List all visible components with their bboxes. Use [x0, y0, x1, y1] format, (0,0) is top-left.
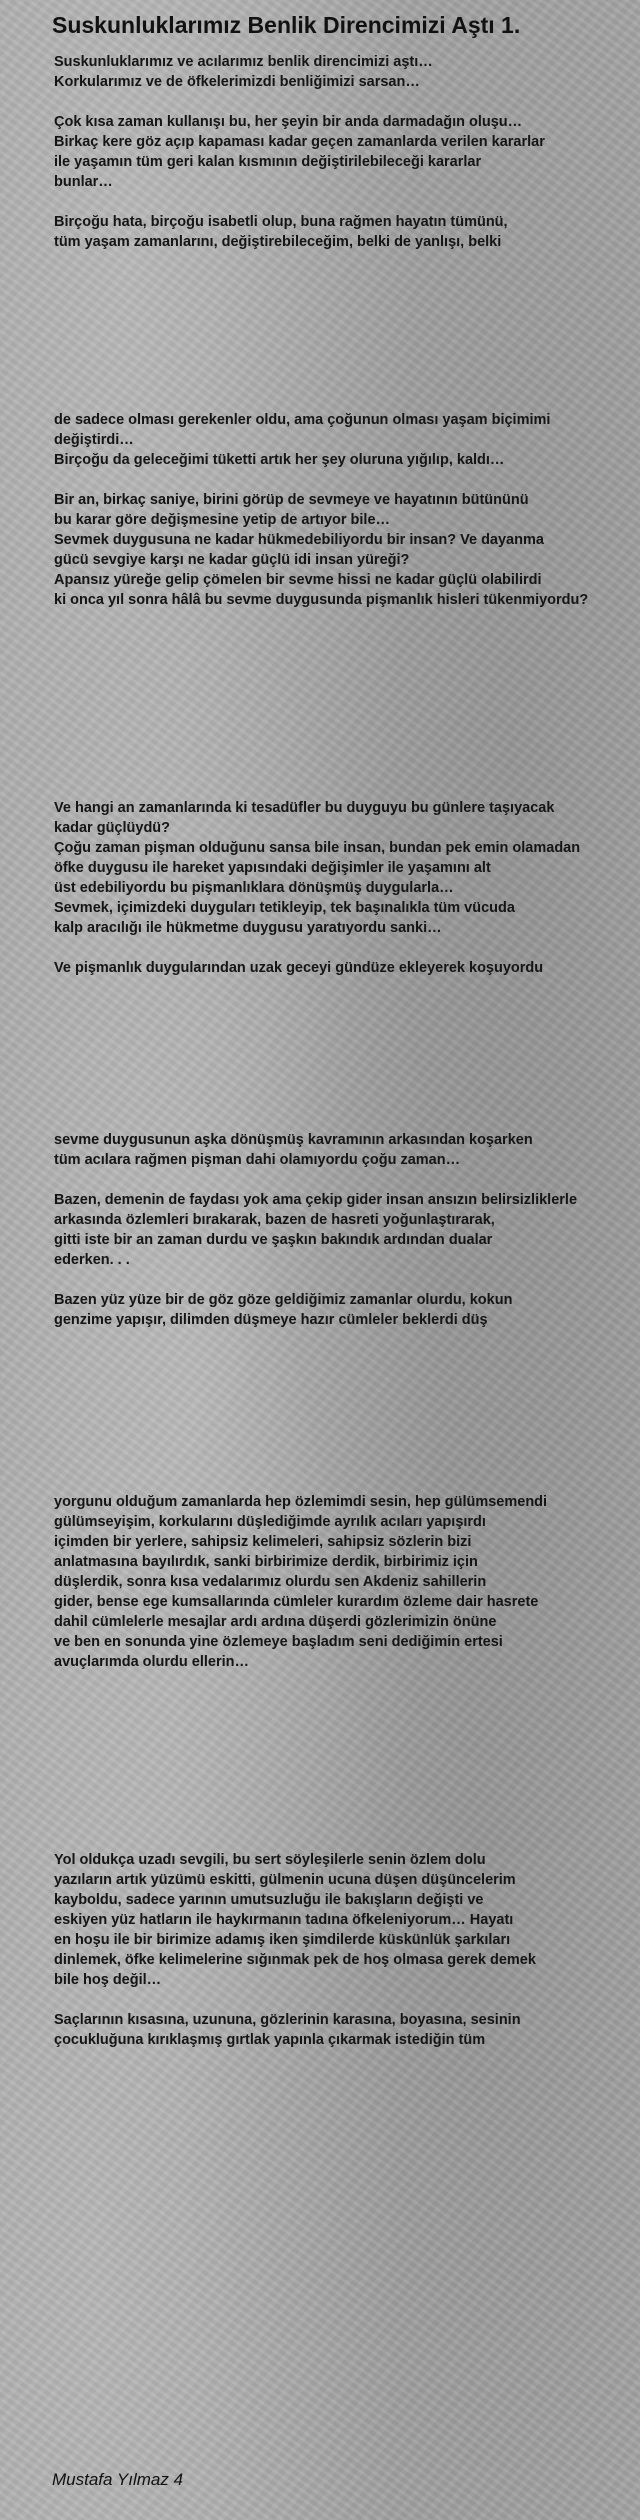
poem-line: kayboldu, sadece yarının umutsuzluğu ile bakışların değişti ve: [54, 1892, 484, 1908]
poem-line: Çoğu zaman pişman olduğunu sansa bile insan, bundan pek emin olamadan: [54, 840, 581, 856]
stanza-break: [54, 1270, 640, 1290]
poem-line: Ve pişmanlık duygularından uzak geceyi gündüze ekleyerek koşuyordu: [54, 960, 544, 976]
poem-page-3: [54, 798, 640, 978]
poem-page-2: [54, 410, 640, 610]
poem-line: Bazen, demenin de faydası yok ama çekip gider insan ansızın belirsizliklerle: [54, 1192, 578, 1208]
poem-line: eskiyen yüz hatların ile haykırmanın tadına öfkeleniyorum… Hayatı: [54, 1912, 514, 1928]
stanza-break: [54, 1990, 640, 2010]
stanza-break: [54, 938, 640, 958]
poem-line: gücü sevgiye karşı ne kadar güçlü idi insan yüreği?: [54, 552, 410, 568]
stanza-break: [54, 92, 640, 112]
poem-line: Sevmek duygusuna ne kadar hükmedebiliyordu bir insan? Ve dayanma: [54, 532, 544, 548]
poem-line: Çok kısa zaman kullanışı bu, her şeyin bir anda darmadağın oluşu…: [54, 114, 523, 130]
stanza-break: [54, 192, 640, 212]
poem-line: genzime yapışır, dilimden düşmeye hazır cümleler beklerdi düş: [54, 1312, 488, 1328]
poem-page-1: [54, 52, 640, 252]
poem-line: tüm yaşam zamanlarını, değiştirebileceğim, belki de yanlışı, belki: [54, 234, 502, 250]
poem-line: bile hoş değil…: [54, 1972, 162, 1988]
poem-line: sevme duygusunun aşka dönüşmüş kavramının arkasından koşarken: [54, 1132, 533, 1148]
poem-line: kalp aracılığı ile hükmetme duygusu yaratıyordu sanki…: [54, 920, 442, 936]
poem-line: yazıların artık yüzümü eskitti, gülmenin ucuna düşen düşüncelerim: [54, 1872, 516, 1888]
poem-line: ve ben en sonunda yine özlemeye başladım seni dediğimin ertesi: [54, 1634, 503, 1650]
poem-page-6: [54, 1850, 640, 2050]
poem-line: arkasında özlemleri bırakarak, bazen de hasreti yoğunlaştırarak,: [54, 1212, 495, 1228]
page-title: Suskunluklarımız Benlik Direncimizi Aştı 1.: [52, 12, 521, 38]
poem-line: kadar güçlüydü?: [54, 820, 171, 836]
poem-line: Apansız yüreğe gelip çömelen bir sevme hissi ne kadar güçlü olabilirdi: [54, 572, 542, 588]
poem-line: yorgunu olduğum zamanlarda hep özlemimdi sesin, hep gülümsemendi: [54, 1494, 548, 1510]
stanza-break: [54, 1170, 640, 1190]
poem-line: Birkaç kere göz açıp kapaması kadar geçen zamanlarda verilen kararlar: [54, 134, 545, 150]
poem-line: çocukluğuna kırıklaşmış gırtlak yapınla çıkarmak istediğin tüm: [54, 2032, 486, 2048]
poem-line: avuçlarımda olurdu ellerin…: [54, 1654, 249, 1670]
poem-line: Korkularımız ve de öfkelerimizdi benliğimizi sarsan…: [54, 74, 420, 90]
poem-line: içimden bir yerlere, sahipsiz kelimeleri, sahipsiz sözlerin bizi: [54, 1534, 472, 1550]
poem-line: en hoşu ile bir birimize adamış iken şimdilerde küskünlük şarkıları: [54, 1932, 511, 1948]
poem-line: dahil cümlelerle mesajlar ardı ardına düşerdi gözlerimizin önüne: [54, 1614, 497, 1630]
poem-line: Sevmek, içimizdeki duyguları tetikleyip, tek başınalıkla tüm vücuda: [54, 900, 515, 916]
poem-line: Suskunluklarımız ve acılarımız benlik direncimizi aştı…: [54, 54, 433, 70]
poem-line: gülümseyişim, korkularını düşlediğimde ayrılık acıları yapışırdı: [54, 1514, 486, 1530]
poem-line: dinlemek, öfke kelimelerine sığınmak pek de hoş olmasa gerek demek: [54, 1952, 536, 1968]
poem-line: ederken. . .: [54, 1252, 130, 1268]
poem-line: tüm acılara rağmen pişman dahi olamıyordu çoğu zaman…: [54, 1152, 461, 1168]
poem-line: ile yaşamın tüm geri kalan kısmının değiştirilebileceği kararlar: [54, 154, 482, 170]
author-signature: Mustafa Yılmaz 4: [52, 2470, 184, 2489]
poem-line: gider, bense ege kumsallarında cümleler kurardım özleme dair hasrete: [54, 1594, 539, 1610]
poem-line: gitti iste bir an zaman durdu ve şaşkın bakındık ardından dualar: [54, 1232, 493, 1248]
poem-line: üst edebiliyordu bu pişmanlıklara dönüşmüş duygularla…: [54, 880, 454, 896]
poem-line: öfke duygusu ile hareket yapısındaki değişimler ile yaşamını alt: [54, 860, 491, 876]
poem-line: Bir an, birkaç saniye, birini görüp de sevmeye ve hayatının bütününü: [54, 492, 529, 508]
stanza-break: [54, 470, 640, 490]
poem-line: de sadece olması gerekenler oldu, ama çoğunun olması yaşam biçimimi: [54, 412, 551, 428]
poem-line: bu karar göre değişmesine yetip de artıyor bile…: [54, 512, 391, 528]
poem-page-4: [54, 1130, 640, 1330]
poem-line: Birçoğu da geleceğimi tüketti artık her şey oluruna yığılıp, kaldı…: [54, 452, 505, 468]
poem-line: Birçoğu hata, birçoğu isabetli olup, buna rağmen hayatın tümünü,: [54, 214, 508, 230]
poem-line: Bazen yüz yüze bir de göz göze geldiğimiz zamanlar olurdu, kokun: [54, 1292, 513, 1308]
poem-line: düşlerdik, sonra kısa vedalarımız olurdu sen Akdeniz sahillerin: [54, 1574, 487, 1590]
poem-line: Ve hangi an zamanlarında ki tesadüfler bu duyguyu bu günlere taşıyacak: [54, 800, 555, 816]
poem-line: bunlar…: [54, 174, 113, 190]
poem-line: anlatmasına bayılırdık, sanki birbirimize derdik, birbirimiz için: [54, 1554, 478, 1570]
poem-line: Yol oldukça uzadı sevgili, bu sert söyleşilerle senin özlem dolu: [54, 1852, 486, 1868]
poem-page-5: [54, 1492, 640, 1672]
poem-line: değiştirdi…: [54, 432, 134, 448]
poem-line: ki onca yıl sonra hâlâ bu sevme duygusunda pişmanlık hisleri tükenmiyordu?: [54, 592, 589, 608]
poem-line: Saçlarının kısasına, uzununa, gözlerinin karasına, boyasına, sesinin: [54, 2012, 521, 2028]
